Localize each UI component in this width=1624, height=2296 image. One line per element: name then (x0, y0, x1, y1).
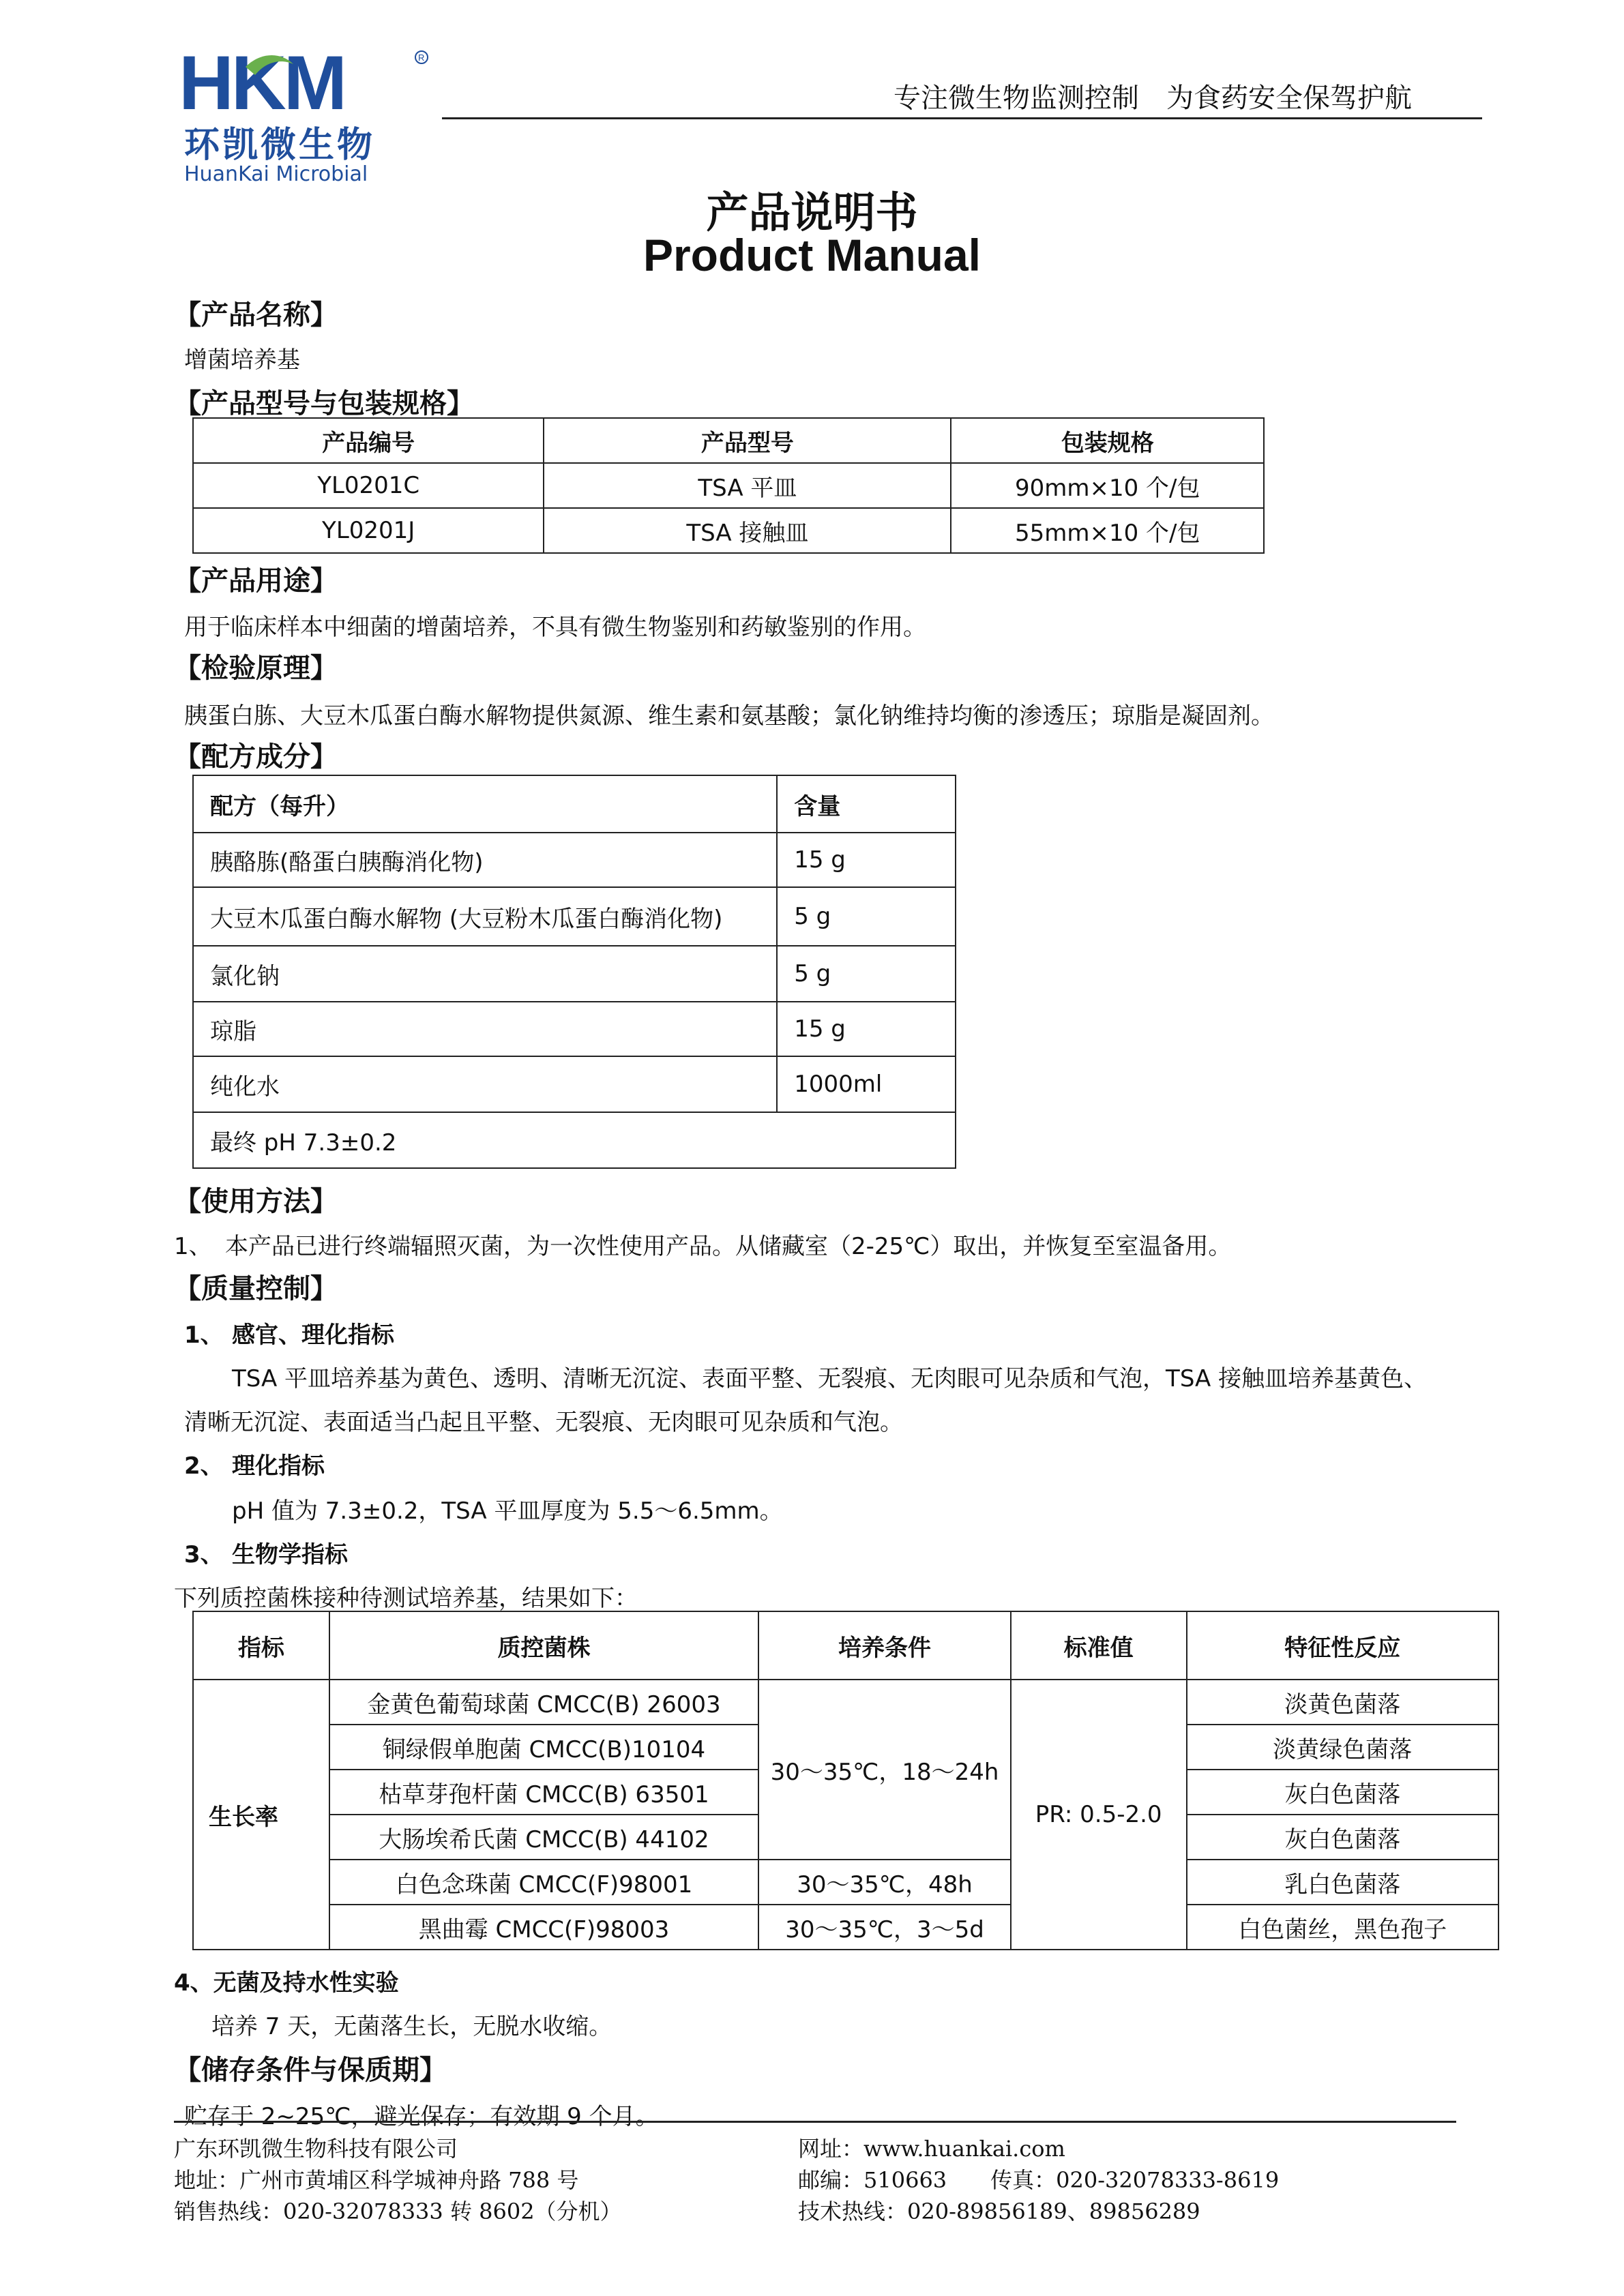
qc-s2-text: pH 值为 7.3±0.2，TSA 平皿厚度为 5.5～6.5mm。 (232, 1497, 783, 1525)
table-row (193, 508, 1264, 553)
strain-cell: 金黄色葡萄球菌 CMCC(B) 26003 (329, 1680, 758, 1725)
table-cell: 5 g (777, 887, 956, 946)
logo-english-name: HuanKai Microbial (184, 162, 368, 186)
section-heading-formula: 【配方成分】 (174, 741, 338, 773)
strain-cell: 白色念珠菌 CMCC(F)98001 (329, 1860, 758, 1905)
section-heading-principle: 【检验原理】 (174, 653, 338, 684)
column-header: 质控菌株 (329, 1611, 758, 1680)
table-cell: YL0201C (193, 463, 544, 508)
column-header: 特征性反应 (1187, 1611, 1498, 1680)
indicator-cell: 生长率 (193, 1680, 329, 1950)
table-row (193, 946, 956, 1002)
company-logo (179, 48, 452, 186)
column-header: 配方（每升） (193, 775, 777, 833)
strain-cell: 大肠埃希氏菌 CMCC(B) 44102 (329, 1815, 758, 1860)
strain-cell: 黑曲霉 CMCC(F)98003 (329, 1905, 758, 1950)
table-row (193, 833, 956, 887)
page-title-en: Product Manual (643, 230, 981, 280)
table-cell: 15 g (777, 1002, 956, 1056)
logo-letters: HKM (179, 48, 345, 116)
table-row (193, 463, 1264, 508)
product-name-value: 增菌培养基 (184, 346, 300, 374)
footer-address: 地址：广州市黄埔区科学城神舟路 788 号 (174, 2167, 579, 2193)
footer-divider (174, 2121, 1456, 2123)
qc-s1-num: 1、 (184, 1322, 224, 1349)
footer-company: 广东环凯微生物科技有限公司 (174, 2136, 458, 2162)
table-header-row (193, 418, 1264, 463)
reaction-cell: 灰白色菌落 (1187, 1815, 1498, 1860)
header-divider (442, 117, 1482, 119)
storage-text: 贮存于 2~25℃，避光保存；有效期 9 个月。 (184, 2103, 659, 2130)
table-row (193, 1112, 956, 1168)
table-header-row (193, 775, 956, 833)
column-header: 培养条件 (758, 1611, 1011, 1680)
section-heading-method: 【使用方法】 (174, 1186, 338, 1217)
table-cell: 琼脂 (193, 1002, 777, 1056)
table-cell: 大豆木瓜蛋白酶水解物 (大豆粉木瓜蛋白酶消化物) (193, 887, 777, 946)
principle-text: 胰蛋白胨、大豆木瓜蛋白酶水解物提供氮源、维生素和氨基酸；氯化钠维持均衡的渗透压；琼脂是凝固剂。 (184, 702, 1274, 730)
column-header: 指标 (193, 1611, 329, 1680)
slogan: 专注微生物监测控制 为食药安全保驾护航 (894, 83, 1412, 114)
qc-s1-line2: 清晰无沉淀、表面适当凸起且平整、无裂痕、无肉眼可见杂质和气泡。 (184, 1409, 903, 1436)
table-cell: 15 g (777, 833, 956, 887)
section-heading-storage: 【储存条件与保质期】 (174, 2055, 447, 2086)
logo-chinese-name: 环凯微生物 (184, 125, 376, 166)
table-cell: 胰酪胨(酪蛋白胰酶消化物) (193, 833, 777, 887)
reaction-cell: 淡黄绿色菌落 (1187, 1725, 1498, 1770)
table-cell: TSA 接触皿 (544, 508, 951, 553)
method-text: 本产品已进行终端辐照灭菌，为一次性使用产品。从储藏室（2-25℃）取出，并恢复至室温备用。 (225, 1233, 1232, 1260)
strain-cell: 枯草芽孢杆菌 CMCC(B) 63501 (329, 1770, 758, 1815)
table-row (193, 1905, 1498, 1950)
spec-table (192, 417, 1265, 554)
table-row (193, 1056, 956, 1112)
footer-tech: 技术热线：020-89856189、89856289 (798, 2198, 1200, 2224)
qc-s2-num: 2、 (184, 1452, 224, 1480)
condition-cell: 30～35℃，3～5d (758, 1905, 1011, 1950)
table-cell: 氯化钠 (193, 946, 777, 1002)
strain-cell: 铜绿假单胞菌 CMCC(B)10104 (329, 1725, 758, 1770)
footer-website: 网址：www.huankai.com (798, 2136, 1065, 2162)
final-ph-cell: 最终 pH 7.3±0.2 (193, 1112, 956, 1168)
column-header: 标准值 (1011, 1611, 1187, 1680)
table-cell: 纯化水 (193, 1056, 777, 1112)
table-cell: YL0201J (193, 508, 544, 553)
usage-text: 用于临床样本中细菌的增菌培养，不具有微生物鉴别和药敏鉴别的作用。 (184, 614, 926, 641)
qc-s1-title: 感官、理化指标 (232, 1322, 394, 1349)
table-row (193, 1860, 1498, 1905)
standard-cell: PR: 0.5-2.0 (1011, 1680, 1187, 1950)
section-heading-spec: 【产品型号与包装规格】 (174, 388, 474, 419)
footer-sales: 销售热线：020-32078333 转 8602（分机） (174, 2198, 622, 2224)
qc-s4-text: 培养 7 天，无菌落生长，无脱水收缩。 (211, 2013, 612, 2040)
table-cell: 1000ml (777, 1056, 956, 1112)
table-cell: TSA 平皿 (544, 463, 951, 508)
qc-s3-title: 生物学指标 (232, 1541, 348, 1568)
column-header: 产品型号 (544, 418, 951, 463)
column-header: 包装规格 (951, 418, 1264, 463)
footer-postcode-fax: 邮编：510663 传真：020-32078333-8619 (798, 2167, 1280, 2193)
qc-s4-title: 4、无菌及持水性实验 (174, 1969, 399, 1997)
table-cell: 90mm×10 个/包 (951, 463, 1264, 508)
qc-s2-title: 理化指标 (232, 1452, 325, 1480)
method-num: 1、 (174, 1233, 212, 1260)
section-heading-usage: 【产品用途】 (174, 565, 338, 597)
qc-s3-intro: 下列质控菌株接种待测试培养基，结果如下： (174, 1585, 638, 1612)
reaction-cell: 灰白色菌落 (1187, 1770, 1498, 1815)
table-row (193, 1002, 956, 1056)
table-header-row (193, 1611, 1498, 1680)
reaction-cell: 乳白色菌落 (1187, 1860, 1498, 1905)
column-header: 含量 (777, 775, 956, 833)
section-heading-qc: 【质量控制】 (174, 1273, 338, 1304)
hkm-logo-icon (179, 48, 438, 116)
table-row (193, 887, 956, 946)
section-heading-product-name: 【产品名称】 (174, 299, 338, 331)
condition-cell: 30～35℃，18～24h (758, 1680, 1011, 1860)
table-cell: 55mm×10 个/包 (951, 508, 1264, 553)
reaction-cell: 淡黄色菌落 (1187, 1680, 1498, 1725)
qc-s1-line1: TSA 平皿培养基为黄色、透明、清晰无沉淀、表面平整、无裂痕、无肉眼可见杂质和气泡，TSA 接触皿培养基黄色、 (232, 1365, 1428, 1392)
reaction-cell: 白色菌丝，黑色孢子 (1187, 1905, 1498, 1950)
qc-table (192, 1611, 1499, 1950)
table-cell: 5 g (777, 946, 956, 1002)
qc-s3-num: 3、 (184, 1541, 224, 1568)
formula-table (192, 775, 956, 1169)
column-header: 产品编号 (193, 418, 544, 463)
page-title-cn: 产品说明书 (706, 188, 918, 237)
table-row (193, 1680, 1498, 1725)
svg-text:R: R (418, 53, 425, 63)
condition-cell: 30～35℃，48h (758, 1860, 1011, 1905)
